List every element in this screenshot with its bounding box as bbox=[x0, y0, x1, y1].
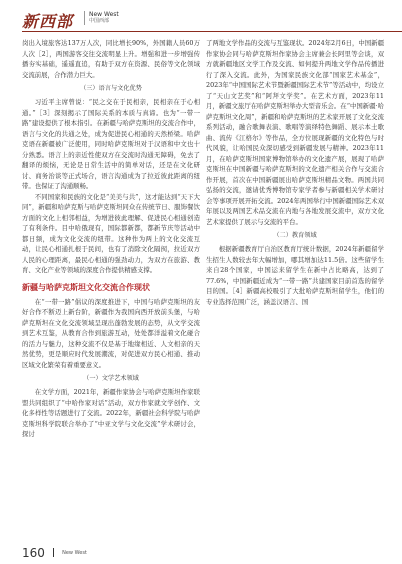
paragraph: 不同国家和民族的文化是“美美与共”，这才能达到“天下大同”，新疆和哈萨克斯与哈萨克斯坦同众在传统节日、服饰餐饮方面的文化上相邻相益，为增进彼此理解、促进民心相通创造了有利条件。目中哈俄现有，国际都新都，都新节庆等活动中都日频，成为文化交流的纽带。这种作为两上的文化交流互动，让民心相通扎根于民间，也有了消除文化隔阂，拉近双方人民的心理距离，最民心相通的强劲动力，为双方在旅游、教育、文化产业等领域的深度合作提供精感支撑。 bbox=[22, 192, 200, 274]
section-title: 新疆与哈萨克斯坦文化交流合作现状 bbox=[22, 282, 150, 292]
header-rule bbox=[22, 31, 402, 32]
paragraph: 岗出入境旅客达137万人次，同比增长90%，外国籍人员60万人次［2］，两国游客交往交流明显上升。增强和进一步增强传播夯实基础，遥遥直追，有助于双方在资源、民俗等文化领域交流前展，合作潜力巨大。 bbox=[22, 39, 200, 79]
logo-chinese-subtext: 中国西部 bbox=[89, 18, 110, 24]
subheading-education: （二）教育领域 bbox=[273, 232, 317, 239]
paragraph: 在“一带一路”倡议的深度推进下，中国与哈萨克斯坦的友好合作不断迈上新台阶，新疆作为我国向西开放前头堡，与哈萨克斯坦在文化交流领域呈现出蓬勃发展的态势，从文学交流到艺术互鉴，从教育合作到旅游互动，处处都洋溢着文化碰合的活力与魅力，这种交流不仅是基于地缘相近、人文相亲的天然优势，更是顺应时代发展潮流，对促进双方民心相通、推动区域文化繁荣有着重要意义。 bbox=[22, 297, 200, 369]
magazine-logo: 新西部 bbox=[22, 12, 74, 31]
paragraph: 根据新疆教育厅自治区教育厅统计数据，2024年新疆留学生招生人数较去年大幅增加，哪其增加达11.5倍。这些留学生来自28个国家，中国运来留学生在新中占比略高，达到了77.6%，中国新疆近成为“一带一路”共建国家目前首选的留学目的国。［4］新疆高校吸引了大批哈萨克斯坦留学生，他们的专业选择范围广泛，涵盖汉语言、国 bbox=[206, 245, 384, 306]
magazine-logo-subtitle bbox=[84, 11, 119, 25]
paragraph: 了两地文学作品的交流与互鉴现状。2024年2月6日，中国新疆作家协会同与哈萨克斯坦作家协会主席兼会长阿里等会谈，双方就新疆地区文学工作及交流、如何提升两地文学作品传播进行了深入交流。此外，为国家民族文化部“国家艺术基金”，2023年“中国国际艺术节暨新疆国际艺术节”等活动中，均设立了“天山文艺奖”和“阿拜文学奖”。在艺术方面，2023年11月，新疆文旅厅在哈萨克斯坦举办大型音乐会。在“中国新疆·哈萨克斯坦文化周”，新疆和哈萨克斯坦的艺术家开展了文化交流系列活动，融合歌舞表演、歌唱等演绎特色舞蹈、展示本土歌曲、流传《江格尔》等作品，全方位展现新疆的文化特色与时代风貌，让哈国民众深切感受到新疆发展与精神。2023年11月，在哈萨克斯坦国家博物馆举办的文化遗产展，展现了哈萨克斯坦在中国新疆与哈萨克斯坦的文化遗产相关合作与交流合作开展，首次在中国新疆展出哈萨克斯坦精品文物。两国共同弘扬的交流，邀请优秀博物馆专家学者参与新疆相关学术研讨会等事项开展开拓交流。2024年两国举行中国新疆国际艺术双年展以及两国艺术品交流在内地与各地发展交流中，双方文化艺术家提供了展示与交流的平台。 bbox=[206, 39, 384, 226]
right-column bbox=[206, 38, 384, 307]
page-header bbox=[0, 0, 402, 32]
footer-divider bbox=[53, 548, 54, 557]
page-footer bbox=[22, 542, 87, 558]
logo-english-text: New West bbox=[89, 11, 119, 18]
page-number: 160 bbox=[22, 545, 45, 560]
paragraph: 习近平主席曾说：“民之交在于民相亲，民相亲在于心相通。”［3］深刻揭示了国际关系的本质与真谛。也为“一带一路”建设提供了根本指引。在新疆与哈萨克斯坦的交流合作中，语言与文化的共通之处，成为促进民心相通的天然桥梁。哈萨克语在新疆被广泛使用，同时哈萨克斯坦对于汉语和中文也十分熟悉。语言上的亲近性使双方在交流时沟通无障碍，免去了翻译的烦恼，无论是日常生活中的简单对话，还是在文化研讨、商务治谈等正式场合，语言沟通成为了拉近彼此距离的纽带。也保证了沟通顺畅。 bbox=[22, 98, 200, 190]
subheading-language-culture: （三）语言与文化优势 bbox=[80, 85, 142, 92]
paragraph: 在文学方面，2021年，新疆作家协会与哈萨克斯坦作家联盟共同组织了“中哈作家对话”活动，双方作家就文学创作、文化多样性等话题进行了交流。2022年，新疆社会科学院与哈萨克斯坦科学院联合举办了“中亚文学与文化交流”学术研讨会，探讨 bbox=[22, 388, 200, 438]
left-column bbox=[22, 38, 200, 440]
footer-brand: New West bbox=[62, 549, 87, 556]
subheading-literature-art: （一）文学艺术领域 bbox=[83, 375, 139, 382]
